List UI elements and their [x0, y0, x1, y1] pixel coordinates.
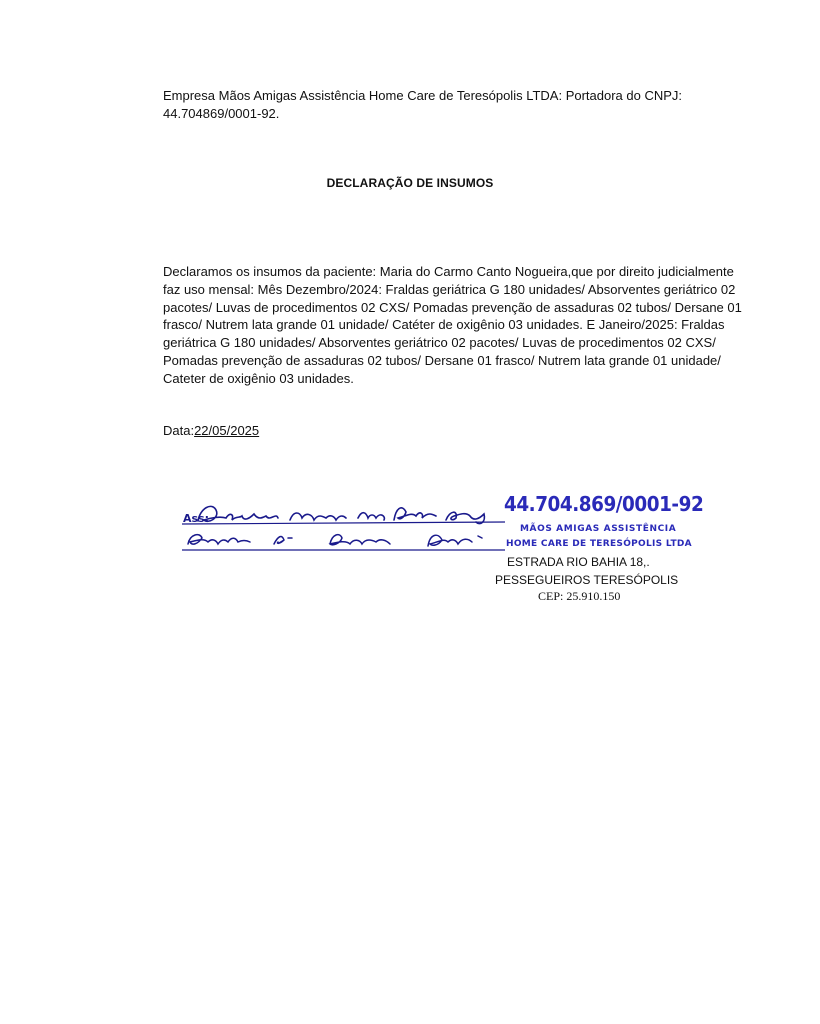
- document-title: DECLARAÇÃO DE INSUMOS: [326, 176, 494, 190]
- date-label: Data:: [163, 423, 195, 438]
- date-line: [163, 422, 259, 440]
- declaration-body: Declaramos os insumos da paciente: Maria do Carmo Canto Nogueira,que por direito judicialmente faz uso mensal: Mês Dezembro/2024: Fraldas geriátrica G 180 unidades/ Absorventes geriátrico 02 pacotes/ Luvas de procedimentos 02 CXS/ Pomadas prevenção de assaduras 02 tubos/ Dersane 01 frasco/ Nutrem lata grande 01 unidade/ Catéter de oxigênio 03 unidades. E Janeiro/2025: Fraldas geriátrica G 180 unidades/ Absorventes geriátrico 02 pacotes/ Luvas de procedimentos 02 CXS/ Pomadas prevenção de assaduras 02 tubos/ Dersane 01 frasco/ Nutrem lata grande 01 unidade/ Cateter de oxigênio 03 unidades.: [163, 264, 742, 386]
- stamp-company-name: MÃOS AMIGAS ASSISTÊNCIA: [520, 524, 677, 534]
- signature-block: [180, 488, 704, 558]
- address-street: ESTRADA RIO BAHIA 18,.: [507, 555, 650, 569]
- date-value: 22/05/2025: [194, 423, 260, 438]
- stamp-cnpj: 44.704.869/0001-92: [504, 492, 704, 516]
- stamp-company-subtitle: HOME CARE DE TERESÓPOLIS LTDA: [506, 539, 692, 549]
- signature-label: Ass:: [183, 512, 210, 525]
- company-header: Empresa Mãos Amigas Assistência Home Care de Teresópolis LTDA: Portadora do CNPJ: 44.704869/0001-92.: [163, 88, 683, 121]
- address-cep: CEP: 25.910.150: [538, 589, 621, 603]
- address-neighborhood: PESSEGUEIROS TERESÓPOLIS: [495, 573, 679, 587]
- company-stamp: [502, 490, 704, 554]
